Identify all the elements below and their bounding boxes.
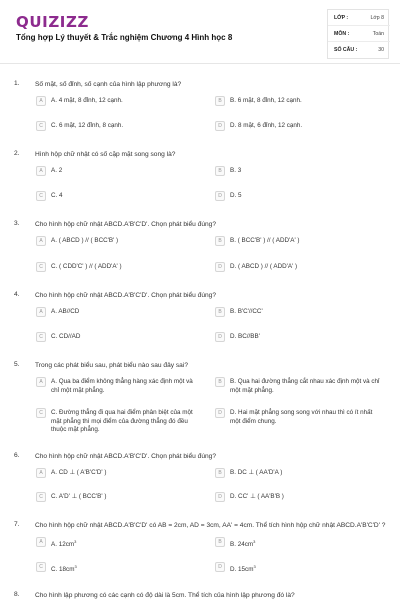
- option-letter-badge: A: [36, 377, 46, 387]
- answer-option-d[interactable]: [215, 562, 385, 582]
- option-letter-badge: A: [36, 468, 46, 478]
- unit-exponent: 3: [253, 564, 256, 569]
- option-letter-badge: B: [215, 96, 225, 106]
- meta-count-row: [328, 42, 390, 58]
- option-text: C. Đường thẳng đi qua hai điểm phân biệt của một mặt phẳng thì mọi điểm của đường thẳng đó đều thuộc mặt phẳng.: [51, 409, 193, 433]
- answer-option-b[interactable]: [215, 537, 385, 557]
- option-letter-badge: A: [36, 166, 46, 176]
- answer-option-a[interactable]: [36, 96, 206, 116]
- worksheet-meta-box: [327, 9, 389, 59]
- option-text: B. Qua hai đường thẳng cắt nhau xác định một và chỉ một mặt phẳng.: [230, 378, 380, 394]
- option-text: C. CD//AD: [51, 333, 81, 340]
- option-letter-badge: C: [36, 262, 46, 272]
- answer-option-d[interactable]: [215, 262, 385, 282]
- answer-option-a[interactable]: [36, 537, 206, 557]
- question-text: Cho hình lập phương có các cạnh có độ dài là 5cm. Thể tích của hình lập phương đó là?: [35, 592, 295, 599]
- meta-subject-row: [328, 26, 390, 42]
- option-text: D. BC//BB': [230, 333, 260, 340]
- question-number: 7.: [14, 521, 20, 528]
- answer-option-c[interactable]: [36, 562, 206, 582]
- option-letter-badge: B: [215, 468, 225, 478]
- answer-option-b[interactable]: [215, 307, 385, 327]
- answer-option-d[interactable]: [215, 121, 385, 141]
- meta-count-value: 30: [378, 47, 384, 53]
- option-text: D. 5: [230, 192, 242, 199]
- question-number: 1.: [14, 80, 20, 87]
- question-number: 3.: [14, 220, 20, 227]
- question-number: 8.: [14, 591, 20, 598]
- option-text: A. CD ⊥ ( A'B'C'D' ): [51, 469, 107, 476]
- option-letter-badge: B: [215, 537, 225, 547]
- answer-option-c[interactable]: [36, 262, 206, 282]
- answer-option-c[interactable]: [36, 332, 206, 352]
- option-text: B. 3: [230, 167, 242, 174]
- option-text: C. ( CDD'C' ) // ( ADD'A' ): [51, 263, 122, 270]
- answer-option-a[interactable]: [36, 468, 206, 488]
- question-number: 4.: [14, 291, 20, 298]
- option-letter-badge: D: [215, 262, 225, 272]
- option-text: C. 4: [51, 192, 63, 199]
- option-text: A. AB//CD: [51, 308, 80, 315]
- answer-option-b[interactable]: [215, 166, 385, 186]
- answer-option-b[interactable]: [215, 377, 385, 397]
- option-letter-badge: C: [36, 562, 46, 572]
- answer-option-a[interactable]: [36, 236, 206, 256]
- unit-exponent: 3: [74, 539, 77, 544]
- answer-option-b[interactable]: [215, 468, 385, 488]
- answer-option-a[interactable]: [36, 377, 206, 397]
- meta-class-label: LỚP :: [334, 15, 349, 21]
- option-letter-badge: C: [36, 408, 46, 418]
- option-text: D. $15cm^3$: [230, 564, 256, 573]
- option-text: B. 6 mặt, 8 đỉnh, 12 cạnh.: [230, 97, 302, 104]
- answer-option-a[interactable]: [36, 307, 206, 327]
- question-text: Cho hình hộp chữ nhật ABCD.A'B'C'D'. Chọn phát biểu đúng?: [35, 453, 217, 460]
- option-letter-badge: C: [36, 191, 46, 201]
- answer-option-d[interactable]: [215, 332, 385, 352]
- worksheet-header: [0, 0, 400, 64]
- quizizz-logo: QUIZIZZ: [16, 13, 89, 31]
- option-text: C. 6 mặt, 12 đỉnh, 8 cạnh.: [51, 122, 124, 129]
- meta-class-value: Lớp 8: [370, 15, 384, 21]
- option-letter-badge: D: [215, 408, 225, 418]
- question-text: Số mặt, số đỉnh, số cạnh của hình lập phương là?: [35, 81, 182, 88]
- question-number: 2.: [14, 150, 20, 157]
- question-number: 6.: [14, 452, 20, 459]
- option-text: A. 4 mặt, 8 đỉnh, 12 cạnh.: [51, 97, 123, 104]
- answer-option-c[interactable]: [36, 191, 206, 211]
- option-text: A. ( ABCD ) // ( BCC'B' ): [51, 237, 119, 244]
- option-letter-badge: B: [215, 166, 225, 176]
- meta-count-label: SỐ CÂU :: [334, 47, 358, 53]
- option-letter-badge: B: [215, 377, 225, 387]
- option-text: B. DC ⊥ ( AA'D'A ): [230, 469, 283, 476]
- option-text: D. 8 mặt, 6 đỉnh, 12 cạnh.: [230, 122, 303, 129]
- option-text: C. $18cm^3$: [51, 564, 77, 573]
- option-letter-badge: C: [36, 492, 46, 502]
- option-text: B. ( BCC'B' ) // ( ADD'A' ): [230, 237, 300, 244]
- question-number: 5.: [14, 361, 20, 368]
- option-text: D. ( ABCD ) // ( ADD'A' ): [230, 263, 298, 270]
- option-text: D. Hai mặt phẳng song song với nhau thì có ít nhất một điểm chung.: [230, 409, 373, 425]
- option-letter-badge: B: [215, 307, 225, 317]
- option-text: A. Qua ba điểm không thẳng hàng xác định một và chỉ một mặt phẳng.: [51, 378, 193, 394]
- meta-class-row: [328, 10, 390, 26]
- option-text: B. B'C'//CC': [230, 308, 263, 315]
- option-text: B. $24cm^3$: [230, 539, 256, 548]
- option-text: D. CC' ⊥ ( AA'B'B ): [230, 493, 284, 500]
- answer-option-c[interactable]: [36, 408, 206, 433]
- option-letter-badge: A: [36, 307, 46, 317]
- option-letter-badge: C: [36, 332, 46, 342]
- answer-option-c[interactable]: [36, 121, 206, 141]
- unit-exponent: 3: [74, 564, 77, 569]
- question-text: Hình hộp chữ nhật có số cặp mặt song song là?: [35, 151, 176, 158]
- answer-option-c[interactable]: [36, 492, 206, 512]
- option-letter-badge: D: [215, 332, 225, 342]
- unit-exponent: 3: [253, 539, 256, 544]
- meta-subject-label: MÔN :: [334, 31, 350, 37]
- option-text: C. A'D' ⊥ ( BCC'B' ): [51, 493, 107, 500]
- answer-option-d[interactable]: [215, 408, 385, 428]
- option-text: A. $12cm^3$: [51, 539, 77, 548]
- worksheet-title: Tổng hợp Lý thuyết & Trắc nghiệm Chương 4 Hình học 8: [16, 33, 233, 42]
- option-letter-badge: A: [36, 537, 46, 547]
- option-letter-badge: A: [36, 236, 46, 246]
- option-letter-badge: B: [215, 236, 225, 246]
- question-text: Cho hình hộp chữ nhật ABCD.A'B'C'D' có AB = 2cm, AD = 3cm, AA' = 4cm. Thể tích hình hộp chữ nhật ABCD.A'B'C'D' ?: [35, 522, 386, 529]
- answer-option-d[interactable]: [215, 492, 385, 512]
- option-letter-badge: A: [36, 96, 46, 106]
- question-text: Cho hình hộp chữ nhật ABCD.A'B'C'D'. Chọn phát biểu đúng?: [35, 292, 217, 299]
- option-letter-badge: D: [215, 492, 225, 502]
- meta-subject-value: Toán: [372, 31, 384, 37]
- question-text: Cho hình hộp chữ nhật ABCD.A'B'C'D'. Chọn phát biểu đúng?: [35, 221, 217, 228]
- question-text: Trong các phát biểu sau, phát biểu nào sau đây sai?: [35, 362, 188, 369]
- answer-option-a[interactable]: [36, 166, 206, 186]
- option-letter-badge: D: [215, 562, 225, 572]
- option-letter-badge: D: [215, 191, 225, 201]
- option-letter-badge: D: [215, 121, 225, 131]
- answer-option-b[interactable]: [215, 236, 385, 256]
- answer-option-b[interactable]: [215, 96, 385, 116]
- option-text: A. 2: [51, 167, 63, 174]
- answer-option-d[interactable]: [215, 191, 385, 211]
- option-letter-badge: C: [36, 121, 46, 131]
